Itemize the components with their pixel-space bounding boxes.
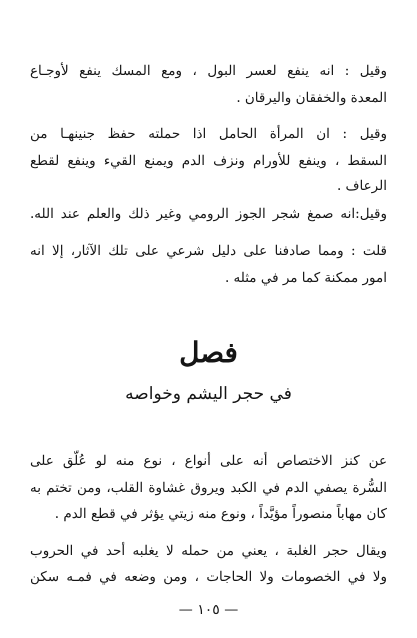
text-line: قلت : ومما صادفنا على دليل شرعي على تلك الآثار، إلا انه	[30, 243, 387, 259]
text-line: السُّرة يصفي الدم في الكبد ويروق غشاوة القلب، ومن تختم به	[30, 480, 387, 496]
text-line: وقيل:انه صمغ شجر الجوز الرومي وغير ذلك والعلم عند الله.	[30, 206, 387, 222]
text-line: ولا في الخصومات ولا الحاجات ، ومن وضعه في فمـه سكن	[30, 569, 387, 585]
text-line: ويقال حجر الغلبة ، يعني من حمله لا يغلبه أحد في الحروب	[30, 543, 387, 559]
text-line: كان مهاباً منصوراً مؤيَّداً ، ونوع منه زيتي يؤثر في قطع الدم .	[54, 506, 387, 522]
text-line: عن كنز الاختصاص أنه على أنواع ، نوع منه لو عُلّق على	[30, 453, 387, 469]
section-subtitle: في حجر اليشم وخواصه	[125, 384, 292, 404]
page-number: — ١٠٥ —	[178, 602, 239, 618]
text-line: السقط ، وينفع للأورام ونزف الدم ويمنع القيء وينفع لقطع	[30, 153, 387, 169]
text-line: وقيل : ان المرأة الحامل اذا حملته حفظ جنينهـا من	[30, 126, 387, 142]
text-line: امور ممكنة كما مر في مثله .	[224, 270, 387, 286]
text-line: الرعاف .	[336, 178, 387, 194]
text-line: المعدة والخفقان واليرقان .	[236, 90, 387, 106]
section-title: فصل	[179, 336, 238, 369]
text-line: وقيل : انه ينفع لعسر البول ، ومع المسك ينفع لأوجـاع	[30, 63, 387, 79]
